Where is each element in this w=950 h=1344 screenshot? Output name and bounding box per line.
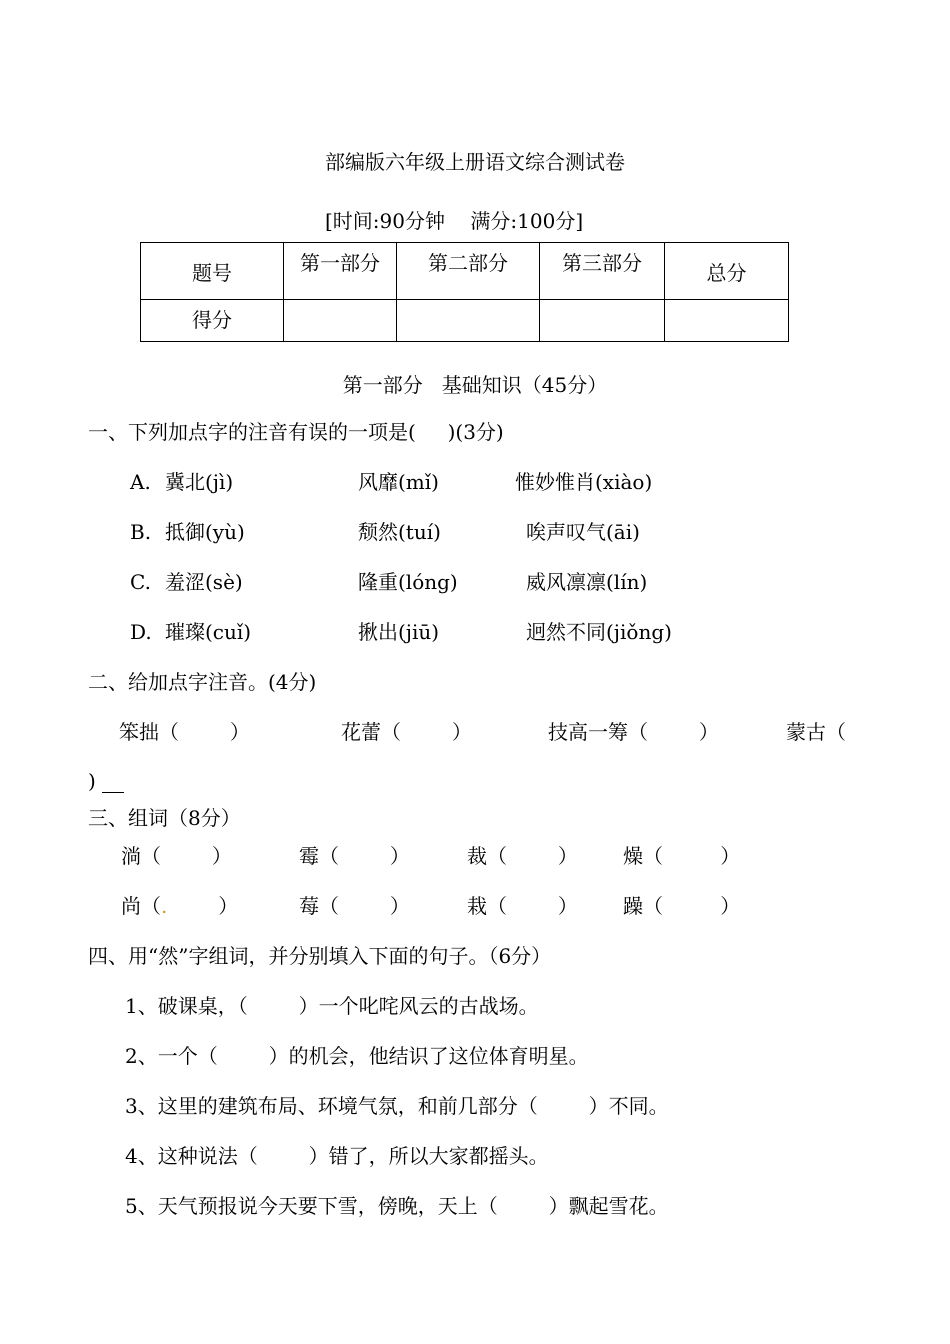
option-item: 羞涩(sè) <box>165 570 243 594</box>
option-letter: A. <box>130 470 151 494</box>
option-letter: C. <box>130 570 151 594</box>
option-item: 惟妙惟肖(xiào) <box>515 470 653 494</box>
q3-item: 躁（ ） <box>623 894 741 918</box>
option-item: 颓然(tuí) <box>358 520 441 544</box>
option-letter: D. <box>130 620 152 644</box>
score-input-cell <box>665 300 789 342</box>
q4-sentence: 2、一个（ ）的机会，他结识了这位体育明星。 <box>125 1044 589 1068</box>
table-cell: 第二部分 <box>397 243 540 300</box>
q2-item: 蒙古（ <box>786 720 846 744</box>
score-input-cell <box>397 300 540 342</box>
q4-sentence: 3、这里的建筑布局、环境气氛，和前几部分（ ）不同。 <box>125 1094 669 1118</box>
q3-item: 裁（ ） <box>467 844 578 868</box>
q3-item: 霉（ ） <box>299 844 410 868</box>
q3-item: 栽（ ） <box>467 894 578 918</box>
q4-stem: 四、用“然”字组词，并分别填入下面的句子。（6分） <box>88 944 552 968</box>
table-cell: 得分 <box>141 300 284 342</box>
q2-item: 花蕾（ ） <box>341 720 472 744</box>
option-item: 威风凛凛(lín) <box>526 570 648 594</box>
option-item: 揪出(jiū) <box>358 620 440 644</box>
exam-info: [时间:90分钟 满分:100分] <box>325 209 584 233</box>
score-table-score-row <box>141 300 789 342</box>
option-item: 抵御(yù) <box>165 520 245 544</box>
q2-item: 笨拙（ ） <box>119 720 250 744</box>
q4-sentence: 1、破课桌，（ ）一个叱咤风云的古战场。 <box>125 994 539 1018</box>
score-input-cell <box>540 300 665 342</box>
table-cell: 总分 <box>665 243 789 300</box>
q3-item: 尚（. ） <box>121 894 239 918</box>
page-title: 部编版六年级上册语文综合测试卷 <box>325 150 625 174</box>
q1-stem: 一、下列加点字的注音有误的一项是( )(3分) <box>88 420 504 444</box>
q2-item: 技高一筹（ ） <box>548 720 719 744</box>
q2-stem: 二、给加点字注音。(4分) <box>88 670 317 694</box>
option-item: 唉声叹气(āi) <box>526 520 640 544</box>
score-table-header-row <box>141 243 789 300</box>
option-item: 风靡(mǐ) <box>358 470 439 494</box>
score-input-cell <box>284 300 397 342</box>
option-item: 冀北(jì) <box>165 470 234 494</box>
q2-wrap: ) <box>88 769 124 793</box>
option-letter: B. <box>130 520 152 544</box>
q3-item: 燥（ ） <box>623 844 741 868</box>
q4-sentence: 5、天气预报说今天要下雪，傍晚，天上（ ）飘起雪花。 <box>125 1194 669 1218</box>
table-cell: 第三部分 <box>540 243 665 300</box>
q3-item: 莓（ ） <box>299 894 410 918</box>
part1-heading: 第一部分 基础知识（45分） <box>342 373 608 397</box>
option-item: 迥然不同(jiǒng) <box>526 620 672 644</box>
option-item: 璀璨(cuǐ) <box>165 620 252 644</box>
score-table <box>140 242 789 342</box>
table-cell: 第一部分 <box>284 243 397 300</box>
q3-item: 淌（ ） <box>121 844 232 868</box>
q4-sentence: 4、这种说法（ ）错了，所以大家都摇头。 <box>125 1144 549 1168</box>
q3-stem: 三、组词（8分） <box>88 806 241 830</box>
table-cell: 题号 <box>141 243 284 300</box>
option-item: 隆重(lóng) <box>358 570 458 594</box>
